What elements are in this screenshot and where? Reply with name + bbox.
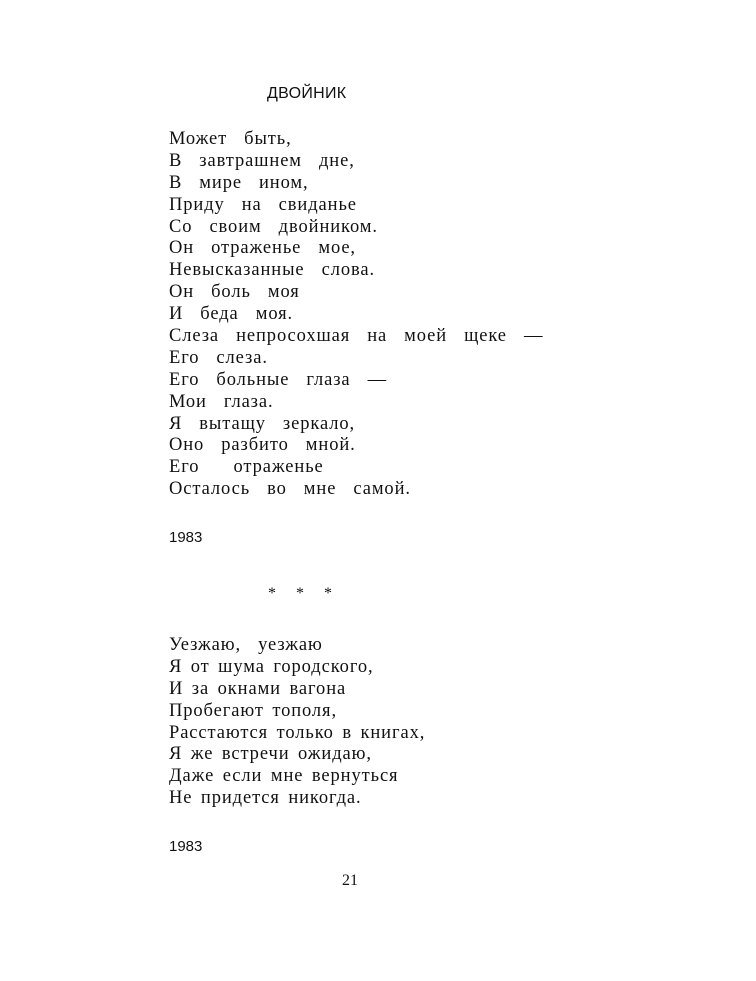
poem-line: Мои глаза. [169, 391, 274, 412]
page-number: 21 [342, 872, 358, 889]
poem-title: ДВОЙНИК [267, 85, 347, 102]
poem-line: Он боль моя [169, 282, 300, 303]
poem-line: Я же встречи ожидаю, [169, 744, 372, 765]
poem-line: Оно разбито мной. [169, 435, 356, 456]
poem-line: Со своим двойником. [169, 216, 378, 237]
poem-line: Не придется никогда. [169, 788, 362, 809]
poem-2-date: 1983 [169, 838, 203, 855]
poem-line: В мире ином, [169, 172, 309, 193]
poem-line: Его отраженье [169, 457, 324, 478]
poem-line: Пробегают тополя, [169, 700, 337, 721]
poem-line: Уезжаю, уезжаю [169, 635, 323, 655]
poem-line: Слеза непросохшая на моей щеке — [169, 326, 544, 347]
poem-line: Расстаются только в книгах, [169, 722, 426, 743]
poem-line: Даже если мне вернуться [169, 766, 399, 787]
poem-line: Я от шума городского, [169, 656, 374, 677]
poem-line: Приду на свиданье [169, 194, 357, 215]
poem-line: Его слеза. [169, 347, 268, 368]
poem-line: Его больные глаза — [169, 369, 387, 390]
poem-line: Невысказанные слова. [169, 260, 375, 281]
asterism-separator: * * * [268, 585, 340, 602]
poem-line: Я вытащу зеркало, [169, 413, 356, 434]
poem-line: В завтрашнем дне, [169, 150, 355, 171]
poem-2-lines [169, 635, 425, 810]
poem-line: Может быть, [169, 129, 292, 149]
poem-1-lines [169, 129, 543, 501]
poem-line: И беда моя. [169, 304, 294, 325]
poem-1-date: 1983 [169, 529, 203, 546]
poem-line: Он отраженье мое, [169, 238, 356, 259]
poem-line: И за окнами вагона [169, 678, 347, 699]
poem-line: Осталось во мне самой. [169, 479, 411, 500]
